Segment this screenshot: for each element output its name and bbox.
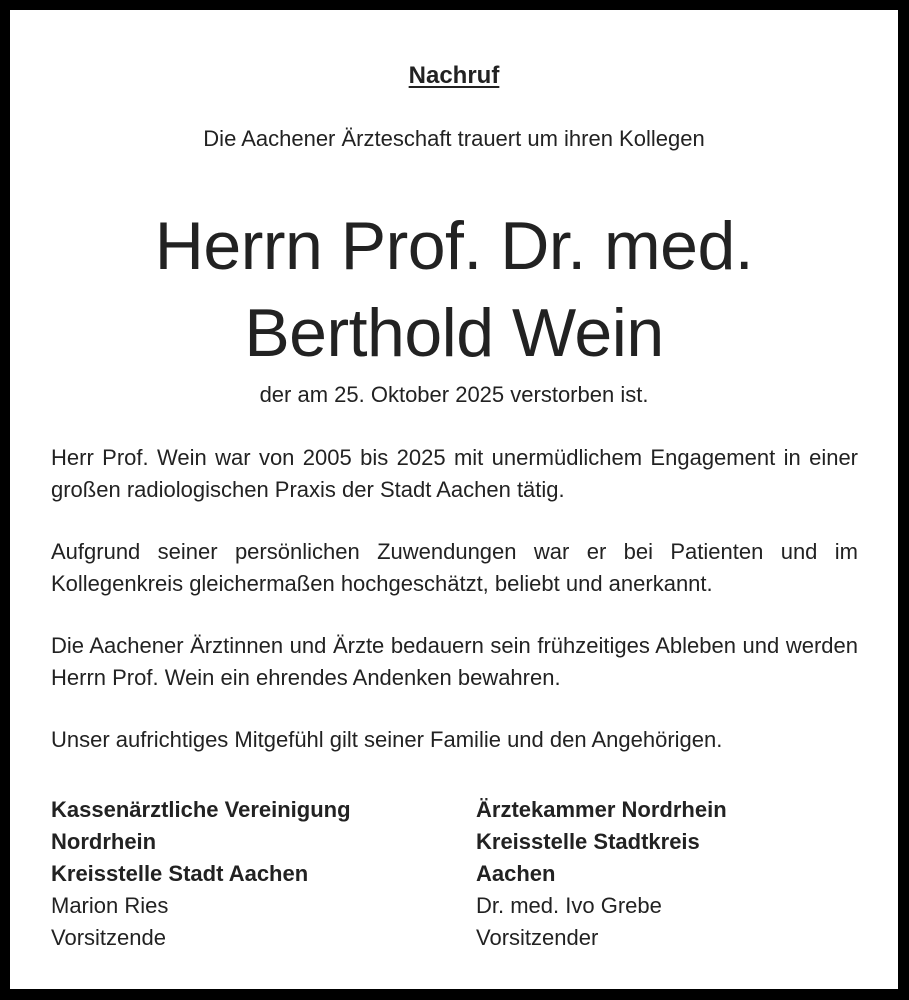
paragraph-appreciation: Aufgrund seiner persönlichen Zuwendungen war er bei Patienten und im Kollegenkreis gleichermaßen hochgeschätzt, beliebt und anerkannt. xyxy=(51,539,858,596)
name-line-1: Herrn Prof. Dr. med. xyxy=(154,208,754,284)
signatory-role: Vorsitzende xyxy=(51,925,166,950)
org-line: Kassenärztliche Vereinigung xyxy=(51,797,351,822)
name-line-2: Berthold Wein xyxy=(244,295,664,371)
org-line: Kreisstelle Stadt Aachen xyxy=(51,861,309,886)
death-date-text: der am 25. Oktober 2025 verstorben ist. xyxy=(259,382,649,407)
notice-title: Nachruf xyxy=(408,62,500,89)
signatory-person: Marion Ries xyxy=(51,893,169,918)
org-line: Ärztekammer Nordrhein xyxy=(476,797,727,822)
obituary-notice xyxy=(10,10,898,989)
deceased-name xyxy=(10,203,898,377)
signatory-kvno xyxy=(51,794,351,954)
org-line: Nordrhein xyxy=(51,829,157,854)
intro-text: Die Aachener Ärzteschaft trauert um ihren Kollegen xyxy=(203,126,705,151)
paragraph-condolence: Unser aufrichtiges Mitgefühl gilt seiner Familie und den Angehörigen. xyxy=(51,727,723,752)
signatory-person: Dr. med. Ivo Grebe xyxy=(476,893,662,918)
signatory-aekno xyxy=(476,794,727,954)
paragraph-remembrance: Die Aachener Ärztinnen und Ärzte bedauern sein frühzeitiges Ableben und werden Herrn Prof. Wein ein ehrendes Andenken bewahren. xyxy=(51,633,858,690)
org-line: Kreisstelle Stadtkreis xyxy=(476,829,700,854)
org-line: Aachen xyxy=(476,861,556,886)
signatory-role: Vorsitzender xyxy=(476,925,599,950)
paragraph-career: Herr Prof. Wein war von 2005 bis 2025 mit unermüdlichem Engagement in einer großen radiologischen Praxis der Stadt Aachen tätig. xyxy=(51,445,858,502)
